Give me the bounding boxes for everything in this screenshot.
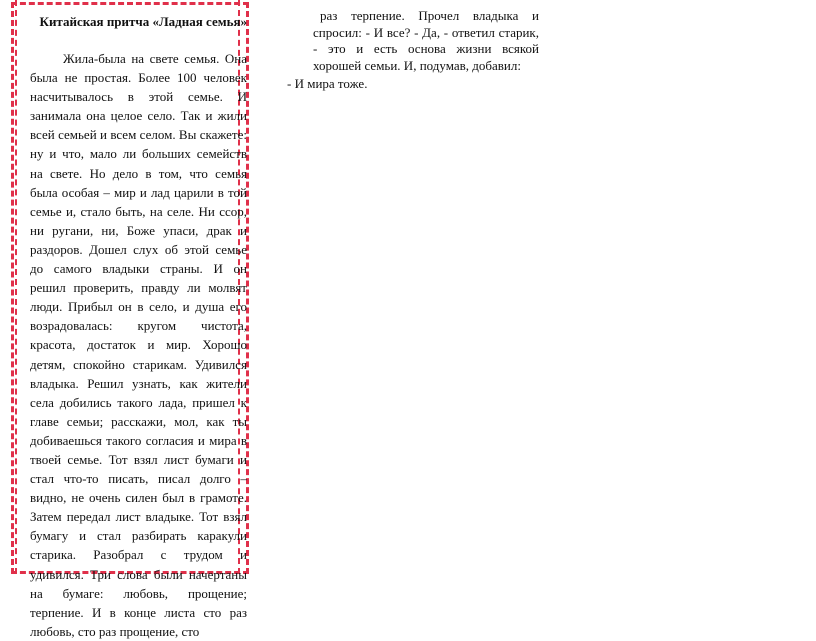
text-column-left <box>30 12 247 641</box>
parable-paragraph: Жила-была на свете семья. Она была не простая. Более 100 человек насчитывалось в этой семье. И занимала она целое село. Так и жили всей семьей и всем селом. Вы скажете: ну и что, мало ли больших семейств на свете. Но дело в том, что семья была особая – мир и лад царили в той семье и, стало быть, на селе. Ни ссор, ни ругани, ни, Боже упаси, драк и раздоров. Дошел слух об этой семье до самого владыки страны. И он решил проверить, правду ли молвят люди. Прибыл он в село, и душа его возрадовалась: кругом чистота, красота, достаток и мир. Хорошо детям, спокойно старикам. Удивился владыка. Решил узнать, как жители села добились такого лада, пришел к главе семьи; расскажи, мол, как ты добиваешься такого согласия и мира в твоей семье. Тот взял лист бумаги и стал что-то писать, писал долго – видно, не очень силен был в грамоте. Затем передал лист владыке. Тот взял бумагу и стал разбирать каракули старика. Разобрал с трудом и удивился. Три слова были начертаны на бумаге: любовь, прощение; терпение. И в конце листа сто раз любовь, сто раз прощение, сто <box>30 51 247 639</box>
closing-line: - И мира тоже. <box>287 76 368 91</box>
document-title: Китайская притча «Ладная семья» <box>39 14 247 29</box>
text-column-right <box>313 8 539 74</box>
parable-continuation: раз терпение. Прочел владыка и спросил: - И все? - Да, - ответил старик, - это и есть основа жизни всякой хорошей семьи. И, подумав, добавил: <box>313 8 539 73</box>
